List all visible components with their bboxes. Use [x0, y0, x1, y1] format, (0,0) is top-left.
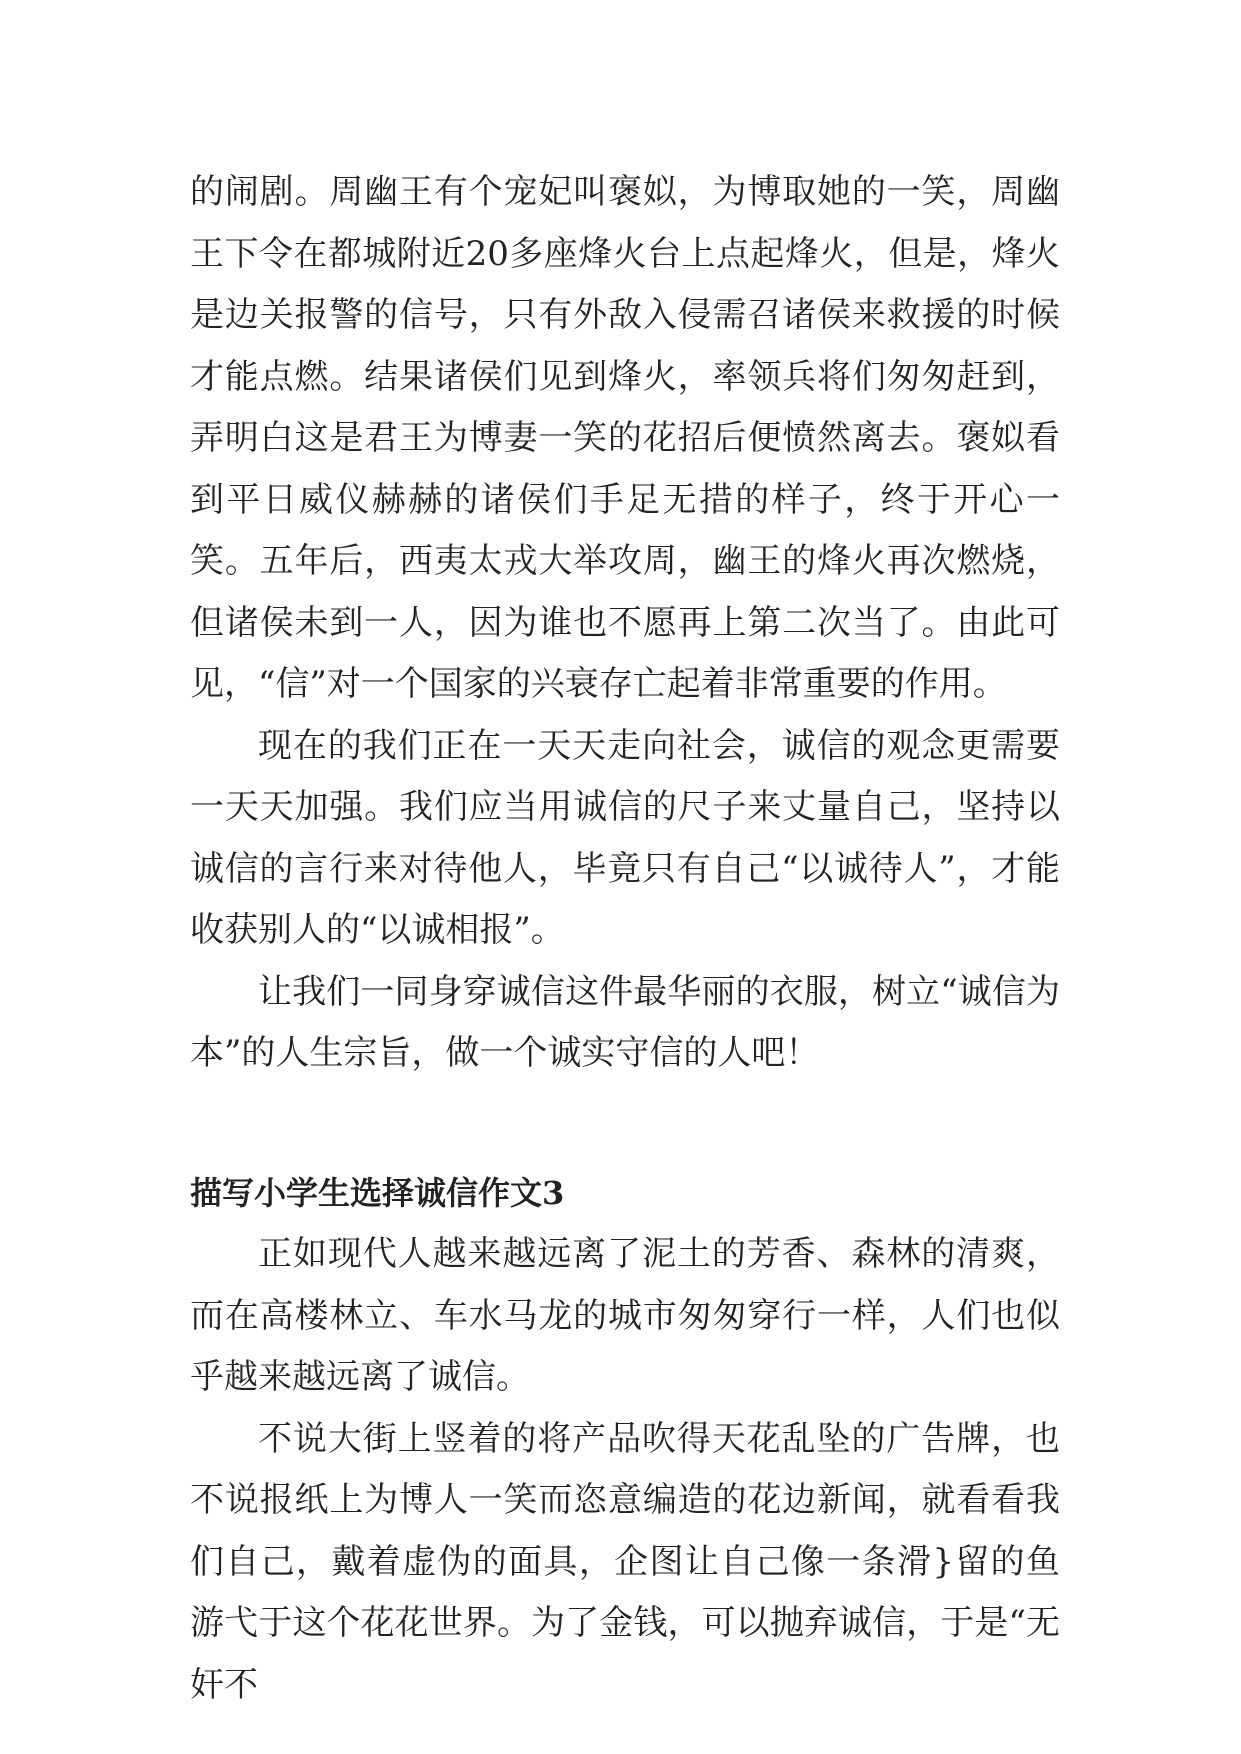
paragraph-closing-call: 让我们一同身穿诚信这件最华丽的衣服，树立“诚信为本”的人生宗旨，做一个诚实守信的人吧！	[190, 971, 1060, 1073]
paragraph-society-honesty: 现在的我们正在一天天走向社会，诚信的观念更需要一天天加强。我们应当用诚信的尺子来丈量自己，坚持以诚信的言行来对待他人，毕竟只有自己“以诚待人”，才能收获别人的“以诚相报”。	[190, 725, 1060, 950]
paragraph-beacon-fires-story: 的闹剧。周幽王有个宠妃叫褒姒，为博取她的一笑，周幽王下令在都城附近20多座烽火台上点起烽火，但是，烽火是边关报警的信号，只有外敌入侵需召诸侯来救援的时候才能点燃。结果诸侯们见到烽火，率领兵将们匆匆赶到，弄明白这是君王为博妻一笑的花招后便愤然离去。褒姒看到平日威仪赫赫的诸侯们手足无措的样子，终于开心一笑。五年后，西夷太戎大举攻周，幽王的烽火再次燃烧，但诸侯未到一人，因为谁也不愿再上第二次当了。由此可见，“信”对一个国家的兴衰存亡起着非常重要的作用。	[190, 172, 1060, 704]
document-body	[190, 162, 1060, 1716]
section-heading: 描写小学生选择诚信作文3	[190, 1173, 565, 1212]
paragraph-advertisements: 不说大街上竖着的将产品吹得天花乱坠的广告牌，也不说报纸上为博人一笑而恣意编造的花边新闻，就看看我们自己，戴着虚伪的面具，企图让自己像一条滑}留的鱼游弋于这个花花世界。为了金钱，可以抛弃诚信，于是“无奸不	[190, 1418, 1060, 1705]
paragraph-modern-people: 正如现代人越来越远离了泥土的芳香、森林的清爽，而在高楼林立、车水马龙的城市匆匆穿行一样，人们也似乎越来越远离了诚信。	[190, 1234, 1060, 1397]
